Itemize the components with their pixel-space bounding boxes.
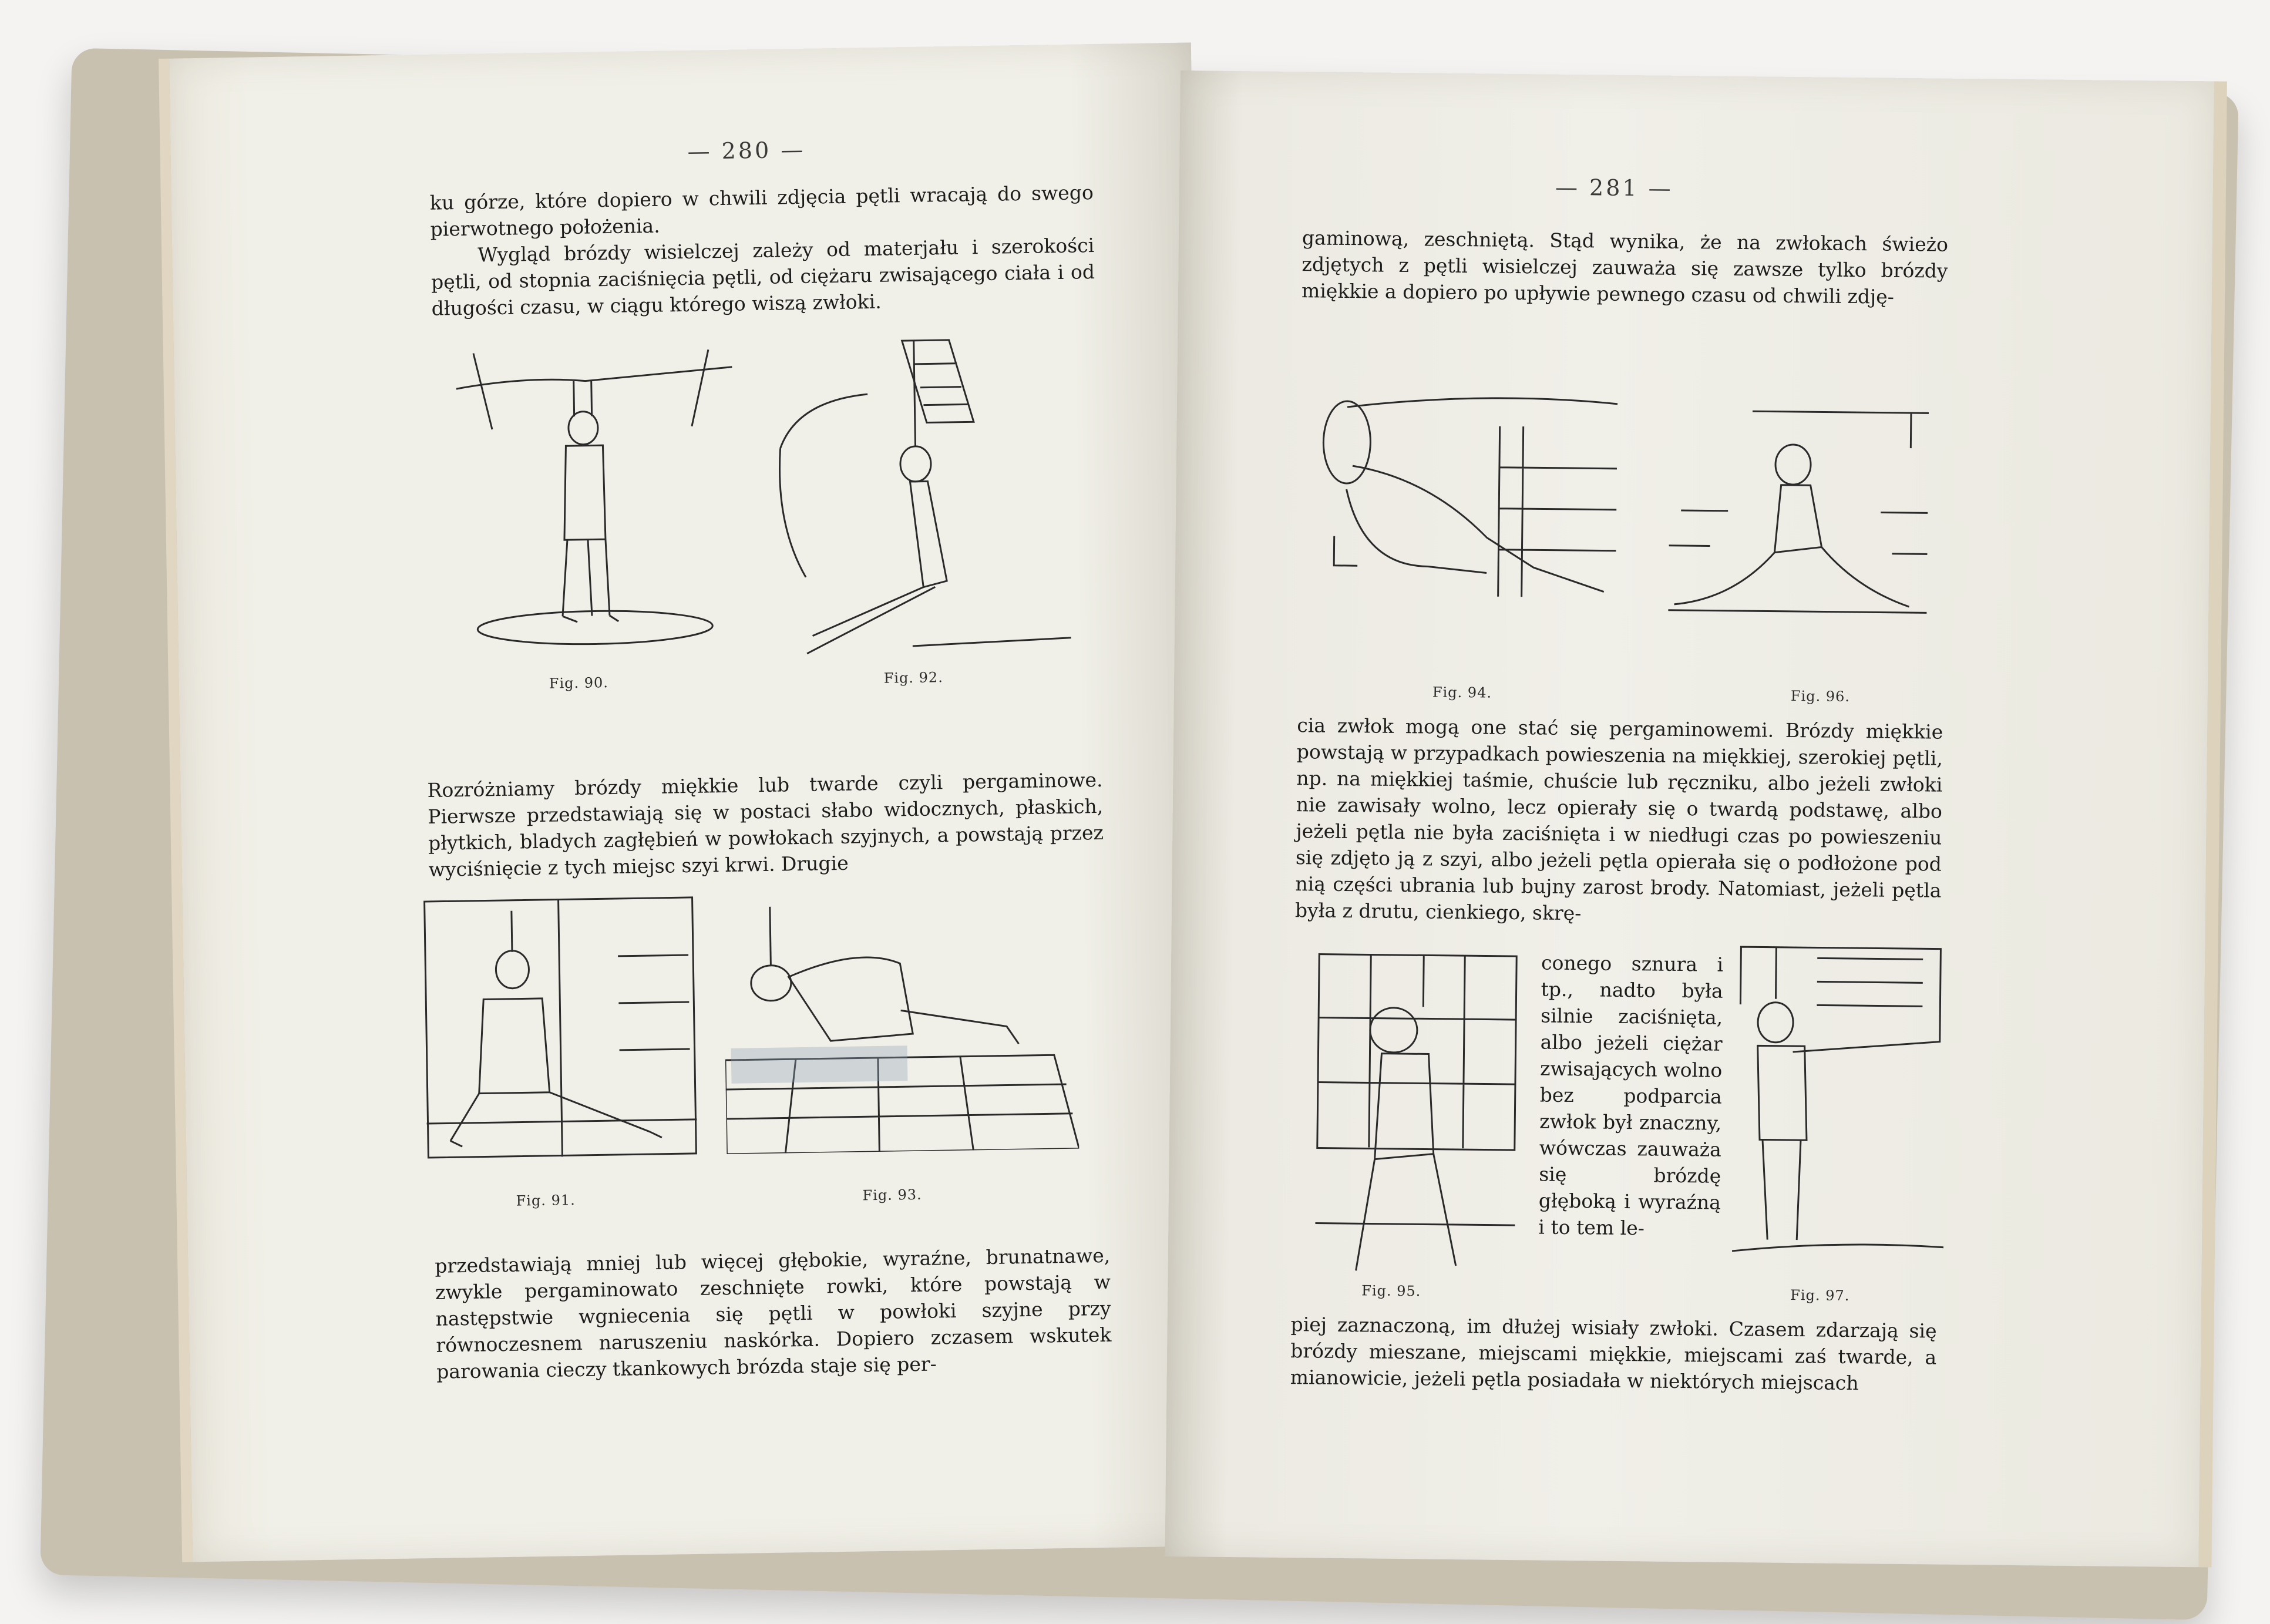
paragraph-text: piej zaznaczoną, im dłużej wisiały zwłoki. Czasem zdarzają się brózdy mieszane, miejscami miękkie, miejscami zaś twarde, a mianowicie, jeżeli pętla posiadała w niektórych miejscach xyxy=(1290,1313,1937,1395)
paragraph-middle xyxy=(1295,712,1943,930)
figure-97 xyxy=(1732,946,1947,1277)
caption: Fig. 90. xyxy=(549,674,609,692)
caption: Fig. 94. xyxy=(1432,684,1492,701)
paragraph-text: cia zwłok mogą one stać się pergaminowemi. Brózdy miękkie powstają w przypadkach powieszenia na miękkiej, szerokiej pętli, np. na miękkiej taśmie, chuście lub ręczniku, albo jeżeli zwłoki nie zawisały wolno, lecz opierały się o twardą podstawę, albo jeżeli pętla nie była zaciśnięta i w niedługi czas po powieszeniu się zdjęto ją z szyi, albo jeżeli pętla opierała się o podłożone pod nią części ubrania lub bujny zarost brody. Natomiast, jeżeli pętla była z drutu, cienkiego, skrę- xyxy=(1294,714,1943,925)
paragraph-text: przedstawiają mniej lub więcej głębokie, wyraźne, brunatnawe, zwykle pergaminowato zeschnięte rowki, które powstają w następstwie wgniecenia się pętli w powłoki szyjne przy równoczesnem naruszeniu naskórka. Dopiero zczasem wskutek parowania cieczy tkankowych brózda staje się per- xyxy=(435,1243,1112,1383)
caption: Fig. 93. xyxy=(862,1186,922,1204)
figure-94 xyxy=(1310,371,1629,610)
figure-90 xyxy=(456,344,742,653)
paragraph-top xyxy=(430,179,1095,322)
figure-96 xyxy=(1662,375,1935,625)
figure-95 xyxy=(1314,953,1518,1285)
caption: Fig. 91. xyxy=(516,1192,576,1209)
caption: Fig. 96. xyxy=(1790,687,1851,705)
paragraph-top xyxy=(1302,224,1948,311)
paragraph-text: conego sznura i tp., nadto była silnie zaciśnięta, albo jeżeli ciężar zwisających wolno bez podparcia zwłok był znaczny, wówczas zauważa się brózdę głęboką i wyraźną i to tem le- xyxy=(1538,951,1724,1240)
caption: Fig. 97. xyxy=(1790,1286,1850,1304)
paragraph-text: ku górze, które dopiero w chwili zdjęcia pętli wracają do swego pierwotnego położenia. xyxy=(429,181,1094,241)
page-number: — 280 — xyxy=(687,136,806,164)
narrow-column xyxy=(1538,950,1723,1242)
paragraph-middle xyxy=(427,766,1104,883)
right-page xyxy=(1165,70,2227,1568)
figure-93 xyxy=(723,890,1079,1154)
paragraph-bottom xyxy=(1290,1311,1936,1397)
page-number: — 281 — xyxy=(1555,174,1673,201)
caption: Fig. 95. xyxy=(1361,1282,1421,1300)
paragraph-text: Rozróżniamy brózdy miękkie lub twarde czyli pergaminowe. Pierwsze przedstawiają się w postaci słabo widocznych, płaskich, płytkich, bladych zagłębień w powłokach szyjnych, a powstają przez wyciśnięcie z tych miejsc szyi krwi. Drugie xyxy=(427,768,1104,881)
paragraph-bottom xyxy=(435,1242,1112,1385)
paragraph-text: gaminową, zeschniętą. Stąd wynika, że na zwłokach świeżo zdjętych z pętli wisielczej zauważa się zawsze tylko brózdy miękkie a dopiero po upływie pewnego czasu od chwili zdję- xyxy=(1301,226,1949,308)
paragraph-text: Wygląd brózdy wisielczej zależy od materjału i szerokości pętli, od stopnia zaciśnięcia pętli, od ciężaru zwisającego ciała i od długości czasu, w ciągu którego wiszą zwłoki. xyxy=(431,234,1095,320)
caption: Fig. 92. xyxy=(883,669,944,687)
figure-91 xyxy=(423,896,698,1159)
left-page xyxy=(159,42,1215,1562)
figure-92 xyxy=(772,326,1083,660)
